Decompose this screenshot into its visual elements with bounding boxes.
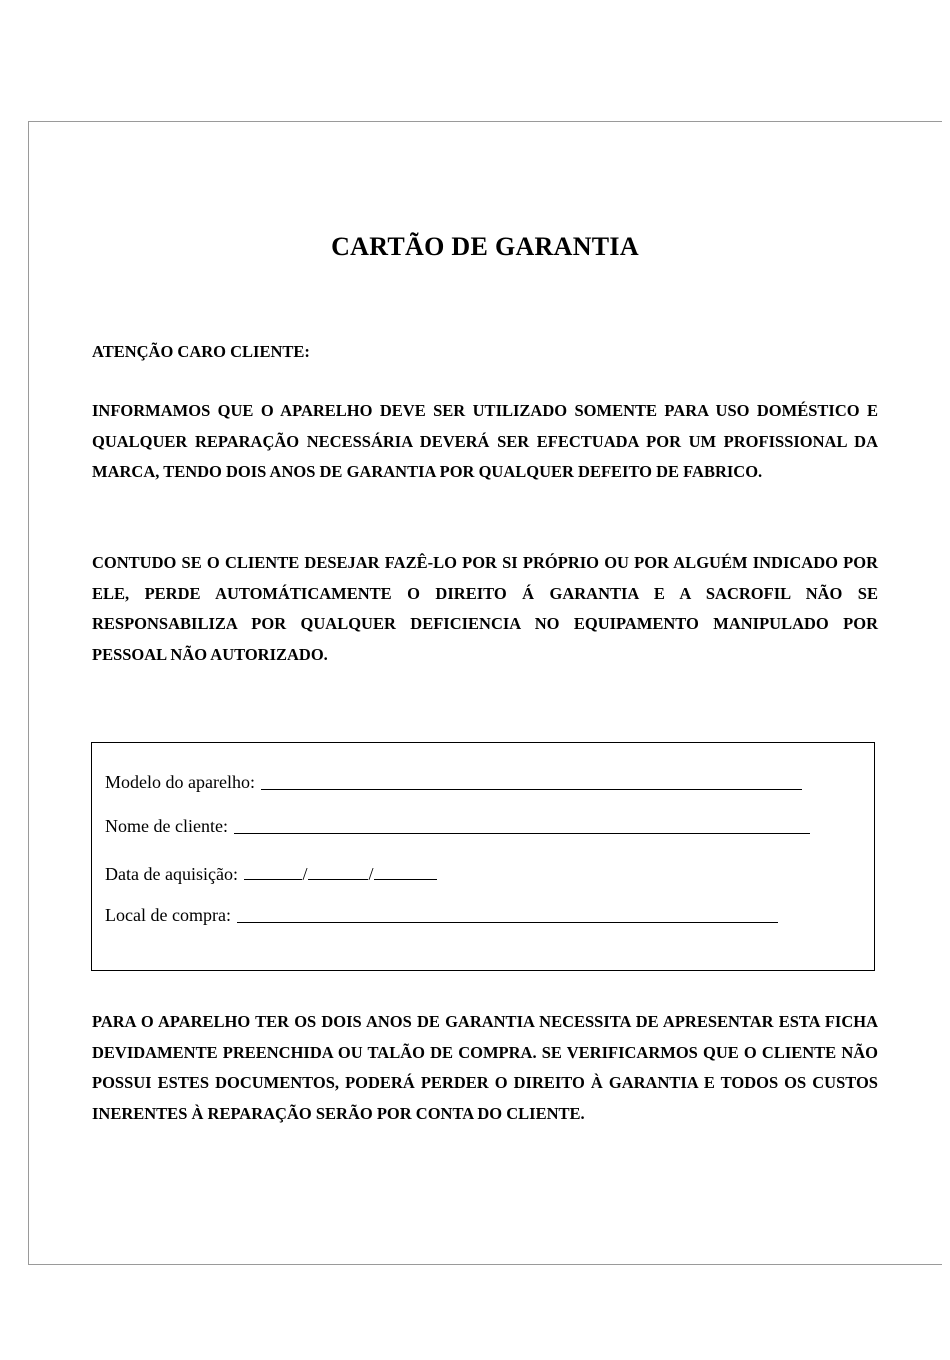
client-name-label: Nome de cliente: [105, 816, 228, 836]
requirements-paragraph: PARA O APARELHO TER OS DOIS ANOS DE GARANTIA NECESSITA DE APRESENTAR ESTA FICHA DEVIDAMENTE PREENCHIDA OU TALÃO DE COMPRA. SE VERIFICARMOS QUE O CLIENTE NÃO POSSUI ESTES DOCUMENTOS, PODERÁ PERDER O DIREITO À GARANTIA E TODOS OS CUSTOS INERENTES À REPARAÇÃO SERÃO POR CONTA DO CLIENTE. [92, 1012, 878, 1123]
client-name-field [105, 816, 810, 837]
date-separator: / [368, 864, 374, 884]
model-field [105, 772, 802, 793]
model-label: Modelo do aparelho: [105, 772, 255, 792]
purchase-place-field [105, 905, 778, 926]
greeting-heading: ATENÇÃO CARO CLIENTE: [92, 342, 310, 361]
date-day-line[interactable] [244, 861, 302, 880]
date-year-line[interactable] [374, 861, 437, 880]
warranty-loss-paragraph: CONTUDO SE O CLIENTE DESEJAR FAZÊ-LO POR SI PRÓPRIO OU POR ALGUÉM INDICADO POR ELE, PERDE AUTOMÁTICAMENTE O DIREITO Á GARANTIA E A SACROFIL NÃO SE RESPONSABILIZA POR QUALQUER DEFICIENCIA NO EQUIPAMENTO MANIPULADO POR PESSOAL NÃO AUTORIZADO. [92, 553, 878, 664]
purchase-place-input-line[interactable] [237, 921, 778, 923]
model-input-line[interactable] [261, 788, 802, 790]
date-month-line[interactable] [308, 861, 368, 880]
purchase-date-label: Data de aquisição: [105, 864, 238, 884]
purchase-place-label: Local de compra: [105, 905, 231, 925]
date-separator: / [302, 864, 308, 884]
document-title: CARTÃO DE GARANTIA [331, 232, 639, 261]
client-name-input-line[interactable] [234, 832, 810, 834]
usage-paragraph: INFORMAMOS QUE O APARELHO DEVE SER UTILIZADO SOMENTE PARA USO DOMÉSTICO E QUALQUER REPARAÇÃO NECESSÁRIA DEVERÁ SER EFECTUADA POR UM PROFISSIONAL DA MARCA, TENDO DOIS ANOS DE GARANTIA POR QUALQUER DEFEITO DE FABRICO. [92, 401, 878, 481]
purchase-date-field [105, 861, 437, 885]
